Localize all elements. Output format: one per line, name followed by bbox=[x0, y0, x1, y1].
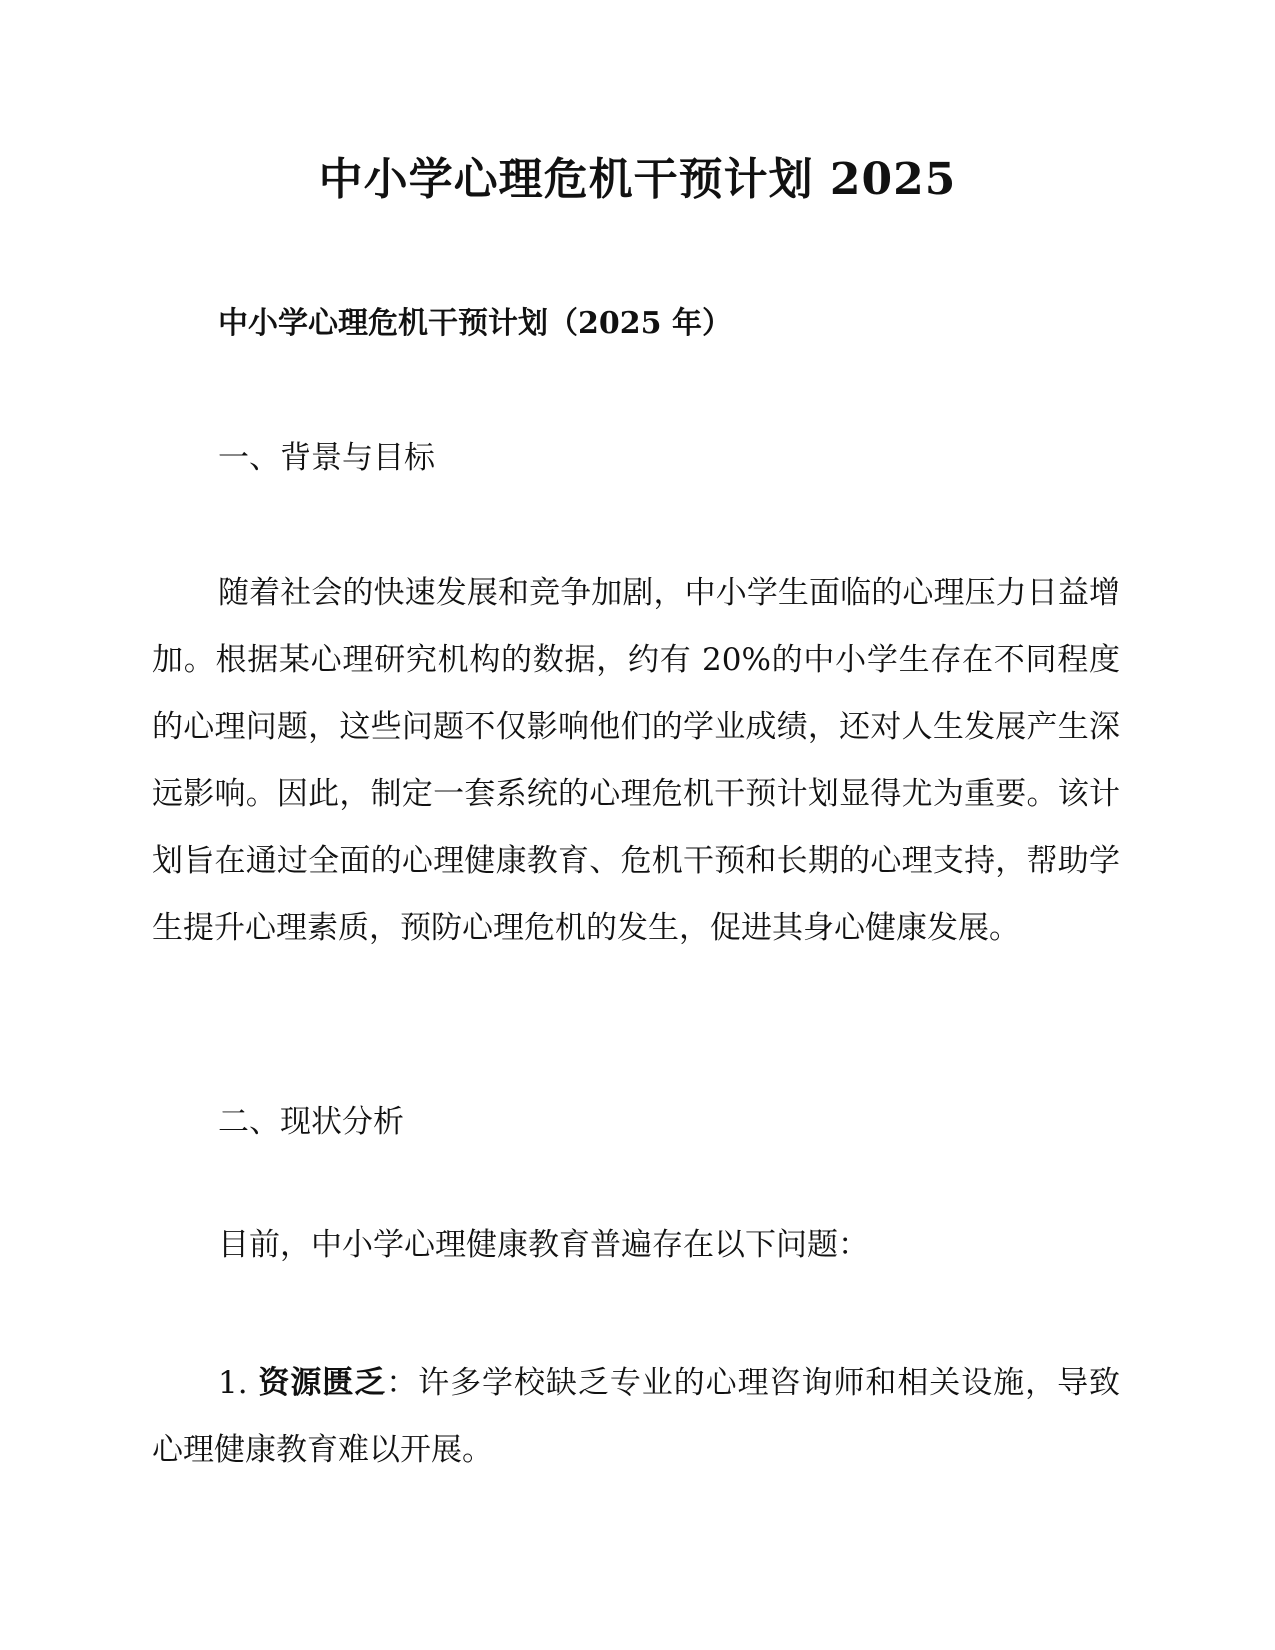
section-heading-status: 二、现状分析 bbox=[218, 1104, 404, 1140]
background-paragraph: 随着社会的快速发展和竞争加剧，中小学生面临的心理压力日益增加。根据某心理研究机构的数据，约有 20%的中小学生存在不同程度的心理问题，这些问题不仅影响他们的学业成绩，还对人生发展产生深远影响。因此，制定一套系统的心理危机干预计划显得尤为重要。该计划旨在通过全面的心理健康教育、危机干预和长期的心理支持，帮助学生提升心理素质，预防心理危机的发生，促进其身心健康发展。 bbox=[152, 575, 1120, 946]
section-heading-background: 一、背景与目标 bbox=[218, 440, 435, 476]
document-title: 中小学心理危机干预计划 2025 bbox=[318, 154, 957, 205]
issue-number: 1. bbox=[218, 1365, 248, 1401]
issue-label: 资源匮乏 bbox=[258, 1365, 387, 1401]
issue-text: ：许多学校缺乏专业的心理咨询师和相关设施，导致心理健康教育难以开展。 bbox=[152, 1365, 1121, 1468]
document-subtitle: 中小学心理危机干预计划（2025 年） bbox=[218, 306, 732, 341]
issue-item bbox=[152, 1350, 1120, 1484]
status-intro-paragraph: 目前，中小学心理健康教育普遍存在以下问题： bbox=[218, 1227, 869, 1263]
